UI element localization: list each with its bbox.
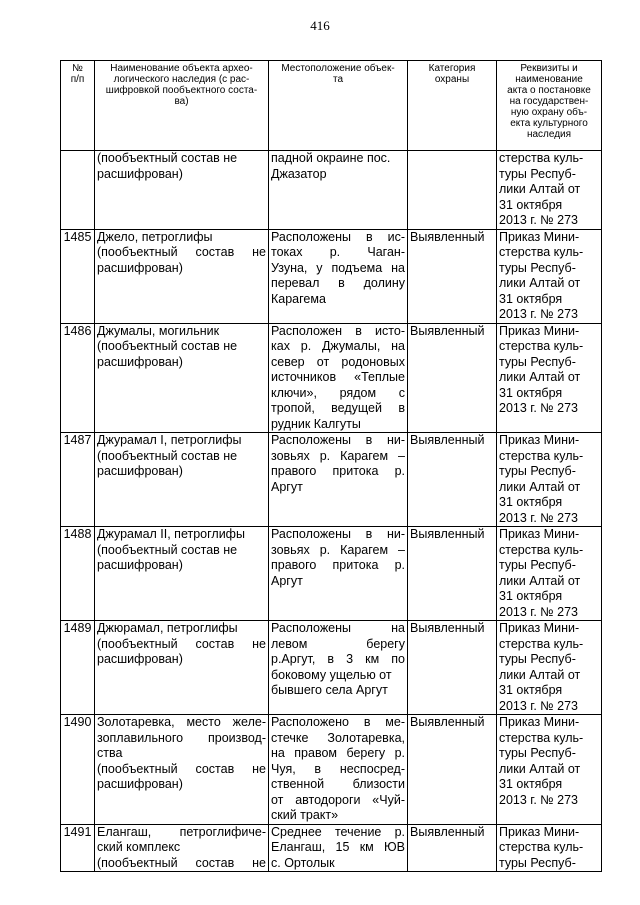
cell-line: Приказ Мини- — [499, 715, 580, 729]
protection-act — [497, 527, 602, 621]
header-num — [61, 61, 95, 151]
row-number: 1489 — [61, 621, 95, 715]
object-name — [95, 527, 269, 621]
cell-line: тропой, ведущей в — [271, 401, 405, 415]
protection-act — [497, 824, 602, 872]
table-row — [61, 527, 602, 621]
cell-line: токах р. Чаган- — [271, 245, 405, 259]
cell-line: Аргут — [271, 573, 303, 588]
cell-line: источников «Теплые — [271, 370, 405, 384]
cell-line: Елангаш, петроглифиче- — [97, 824, 266, 839]
cell-line: 31 октября — [499, 683, 563, 697]
cell-line: ственной близости — [271, 777, 405, 791]
header-line: ва) — [174, 96, 189, 107]
protection-category: Выявленный — [408, 323, 497, 433]
cell-line: лики Алтай от — [499, 573, 581, 588]
cell-line: Чуя, в неспосред- — [271, 761, 405, 776]
cell-line: Джазатор — [271, 166, 327, 181]
cell-line: (пообъектный состав не — [97, 636, 266, 651]
cell-line: (пообъектный состав не — [97, 542, 238, 557]
object-name — [95, 151, 269, 230]
header-name — [95, 61, 269, 151]
cell-line: Джело, петроглифы — [97, 229, 213, 244]
object-name — [95, 323, 269, 433]
cell-line: Золотаревка, место желе- — [97, 715, 266, 729]
cell-line: расшифрован) — [97, 166, 183, 181]
cell-line: север от родоновых — [271, 354, 405, 369]
object-location — [269, 621, 408, 715]
cell-line: от автодороги «Чуй- — [271, 792, 405, 807]
cell-line: стерства куль- — [499, 730, 584, 745]
cell-line: ках р. Джумалы, на — [271, 339, 405, 353]
cell-line: 2013 г. № 273 — [499, 792, 578, 807]
protection-category: Выявленный — [408, 433, 497, 527]
cell-line: (пообъектный состав не — [97, 245, 266, 259]
cell-line: зовьях р. Карагем – — [271, 542, 405, 557]
cell-line: (пообъектный состав не — [97, 855, 266, 870]
cell-line: туры Респуб- — [499, 746, 576, 760]
cell-line: Приказ Мини- — [499, 527, 580, 541]
cell-line: расшифрован) — [97, 777, 183, 791]
cell-line: падной окраине пос. — [271, 151, 391, 165]
object-location — [269, 824, 408, 872]
cell-line: 2013 г. № 273 — [499, 510, 578, 525]
cell-line: Расположен в исто- — [271, 323, 405, 338]
header-line: ную охрану объ- — [510, 107, 588, 118]
protection-act — [497, 621, 602, 715]
cell-line: на правом берегу р. — [271, 746, 405, 760]
table-row — [61, 229, 602, 323]
table-row — [61, 621, 602, 715]
cell-line: правого притока р. — [271, 464, 405, 478]
cell-line: туры Респуб- — [499, 354, 576, 369]
table-row — [61, 151, 602, 230]
cell-line: расшифрован) — [97, 464, 183, 478]
cell-line: Приказ Мини- — [499, 824, 580, 839]
object-location — [269, 151, 408, 230]
cell-line: 31 октября — [499, 291, 563, 306]
header-line: № — [72, 63, 83, 74]
cell-line: туры Респуб- — [499, 558, 576, 572]
header-line: наследия — [526, 129, 572, 140]
header-line: п/п — [70, 74, 85, 85]
cell-line: лики Алтай от — [499, 276, 581, 290]
cell-line: Среднее течение р. — [271, 824, 405, 839]
table-row — [61, 323, 602, 433]
protection-category: Выявленный — [408, 715, 497, 825]
table-row — [61, 715, 602, 825]
protection-category: Выявленный — [408, 527, 497, 621]
protection-category — [408, 151, 497, 230]
cell-line: Расположены в ни- — [271, 527, 405, 541]
cell-line: с. Ортолык — [271, 855, 335, 870]
cell-line: Приказ Мини- — [499, 323, 580, 338]
header-line: охраны — [434, 74, 470, 85]
cell-line: бывшего села Аргут — [271, 683, 388, 697]
cell-line: стерства куль- — [499, 636, 584, 651]
cell-line: зовьях р. Карагем – — [271, 448, 405, 463]
protection-act — [497, 323, 602, 433]
cell-line: Расположено в ме- — [271, 715, 405, 729]
object-location — [269, 527, 408, 621]
cell-line: лики Алтай от — [499, 667, 581, 682]
header-line: екта культурного — [510, 118, 588, 129]
cell-line: (пообъектный состав не — [97, 339, 238, 353]
cell-line: расшифрован) — [97, 558, 183, 572]
row-number: 1486 — [61, 323, 95, 433]
protection-category: Выявленный — [408, 229, 497, 323]
cell-line: туры Респуб- — [499, 855, 576, 870]
cell-line: стечке Золотаревка, — [271, 730, 405, 745]
row-number: 1490 — [61, 715, 95, 825]
table-body — [61, 151, 602, 872]
header-act — [497, 61, 602, 151]
cell-line: стерства куль- — [499, 339, 584, 353]
cell-line: стерства куль- — [499, 542, 584, 557]
cell-line: Аргут — [271, 479, 303, 494]
cell-line: Джумалы, могильник — [97, 323, 220, 338]
cell-line: (пообъектный состав не — [97, 761, 266, 776]
cell-line: Елангаш, 15 км ЮВ — [271, 840, 405, 854]
table-header-row — [61, 61, 602, 151]
cell-line: правого притока р. — [271, 558, 405, 572]
header-location — [269, 61, 408, 151]
table-row — [61, 824, 602, 872]
cell-line: расшифрован) — [97, 652, 183, 666]
protection-category: Выявленный — [408, 621, 497, 715]
cell-line: 2013 г. № 273 — [499, 698, 578, 713]
cell-line: Джурамал I, петроглифы — [97, 433, 242, 447]
cell-line: (пообъектный состав не — [97, 151, 238, 165]
cell-line: 31 октября — [499, 385, 563, 400]
cell-line: стерства куль- — [499, 448, 584, 463]
cell-line: 31 октября — [499, 495, 563, 509]
cell-line: расшифрован) — [97, 354, 183, 369]
object-name — [95, 824, 269, 872]
cell-line: зоплавильного производ- — [97, 730, 266, 745]
cell-line: 31 октября — [499, 777, 563, 791]
header-line: Наименование объекта архео- — [110, 63, 253, 74]
cell-line: Приказ Мини- — [499, 621, 580, 635]
heritage-registry-table — [60, 60, 602, 872]
object-name — [95, 433, 269, 527]
cell-line: р.Аргут, в 3 км по — [271, 652, 405, 666]
page-number: 416 — [310, 18, 330, 33]
cell-line: Карагема — [271, 291, 326, 306]
cell-line: Узуна, у подъема на — [271, 260, 405, 275]
row-number: 1485 — [61, 229, 95, 323]
object-location — [269, 229, 408, 323]
cell-line: левом берегу — [271, 636, 405, 651]
cell-line: стерства куль- — [499, 151, 584, 165]
cell-line: Приказ Мини- — [499, 433, 580, 447]
protection-act — [497, 151, 602, 230]
header-line: Категория — [428, 63, 476, 74]
object-name — [95, 715, 269, 825]
cell-line: туры Респуб- — [499, 464, 576, 478]
row-number: 1491 — [61, 824, 95, 872]
cell-line: ский тракт» — [271, 808, 339, 822]
cell-line: 2013 г. № 273 — [499, 213, 578, 227]
cell-line: туры Респуб- — [499, 652, 576, 666]
protection-act — [497, 715, 602, 825]
cell-line: ства — [97, 746, 123, 760]
header-line: Местоположение объек- — [281, 63, 395, 74]
row-number: 1487 — [61, 433, 95, 527]
cell-line: 31 октября — [499, 197, 563, 212]
cell-line: Приказ Мини- — [499, 229, 580, 244]
header-line: та — [332, 74, 344, 85]
cell-line: лики Алтай от — [499, 761, 581, 776]
cell-line: Расположены в ис- — [271, 229, 405, 244]
cell-line: Джюрамал, петроглифы — [97, 621, 238, 635]
header-line: Реквизиты и — [520, 63, 578, 74]
object-name — [95, 229, 269, 323]
header-line: на государствен- — [509, 96, 589, 107]
cell-line: лики Алтай от — [499, 182, 581, 196]
cell-line: 2013 г. № 273 — [499, 401, 578, 415]
cell-line: 2013 г. № 273 — [499, 604, 578, 619]
header-line: шифровкой пообъектного соста- — [105, 85, 258, 96]
cell-line: туры Респуб- — [499, 260, 576, 275]
cell-line: перевал в долину — [271, 276, 405, 290]
protection-act — [497, 229, 602, 323]
cell-line: лики Алтай от — [499, 370, 581, 384]
header-line: акта о постановке — [507, 85, 591, 96]
row-number: 1488 — [61, 527, 95, 621]
cell-line: расшифрован) — [97, 260, 183, 275]
header-line: наименование — [515, 74, 583, 85]
cell-line: боковому ущелью от — [271, 667, 392, 682]
protection-act — [497, 433, 602, 527]
protection-category: Выявленный — [408, 824, 497, 872]
object-location — [269, 433, 408, 527]
object-location — [269, 715, 408, 825]
cell-line: Джурамал II, петроглифы — [97, 527, 245, 541]
cell-line: стерства куль- — [499, 245, 584, 259]
cell-line: рудник Калгуты — [271, 416, 361, 431]
object-name — [95, 621, 269, 715]
table-row — [61, 433, 602, 527]
cell-line: 31 октября — [499, 589, 563, 603]
cell-line: Расположены в ни- — [271, 433, 405, 447]
cell-line: стерства куль- — [499, 840, 584, 854]
header-line: логического наследия (с рас- — [113, 74, 250, 85]
cell-line: туры Респуб- — [499, 166, 576, 181]
cell-line: ский комплекс — [97, 840, 181, 854]
row-number — [61, 151, 95, 230]
cell-line: лики Алтай от — [499, 479, 581, 494]
object-location — [269, 323, 408, 433]
cell-line: (пообъектный состав не — [97, 448, 238, 463]
cell-line: Расположены на — [271, 621, 405, 635]
cell-line: ключи», рядом с — [271, 385, 405, 400]
cell-line: 2013 г. № 273 — [499, 307, 578, 321]
header-category — [408, 61, 497, 151]
